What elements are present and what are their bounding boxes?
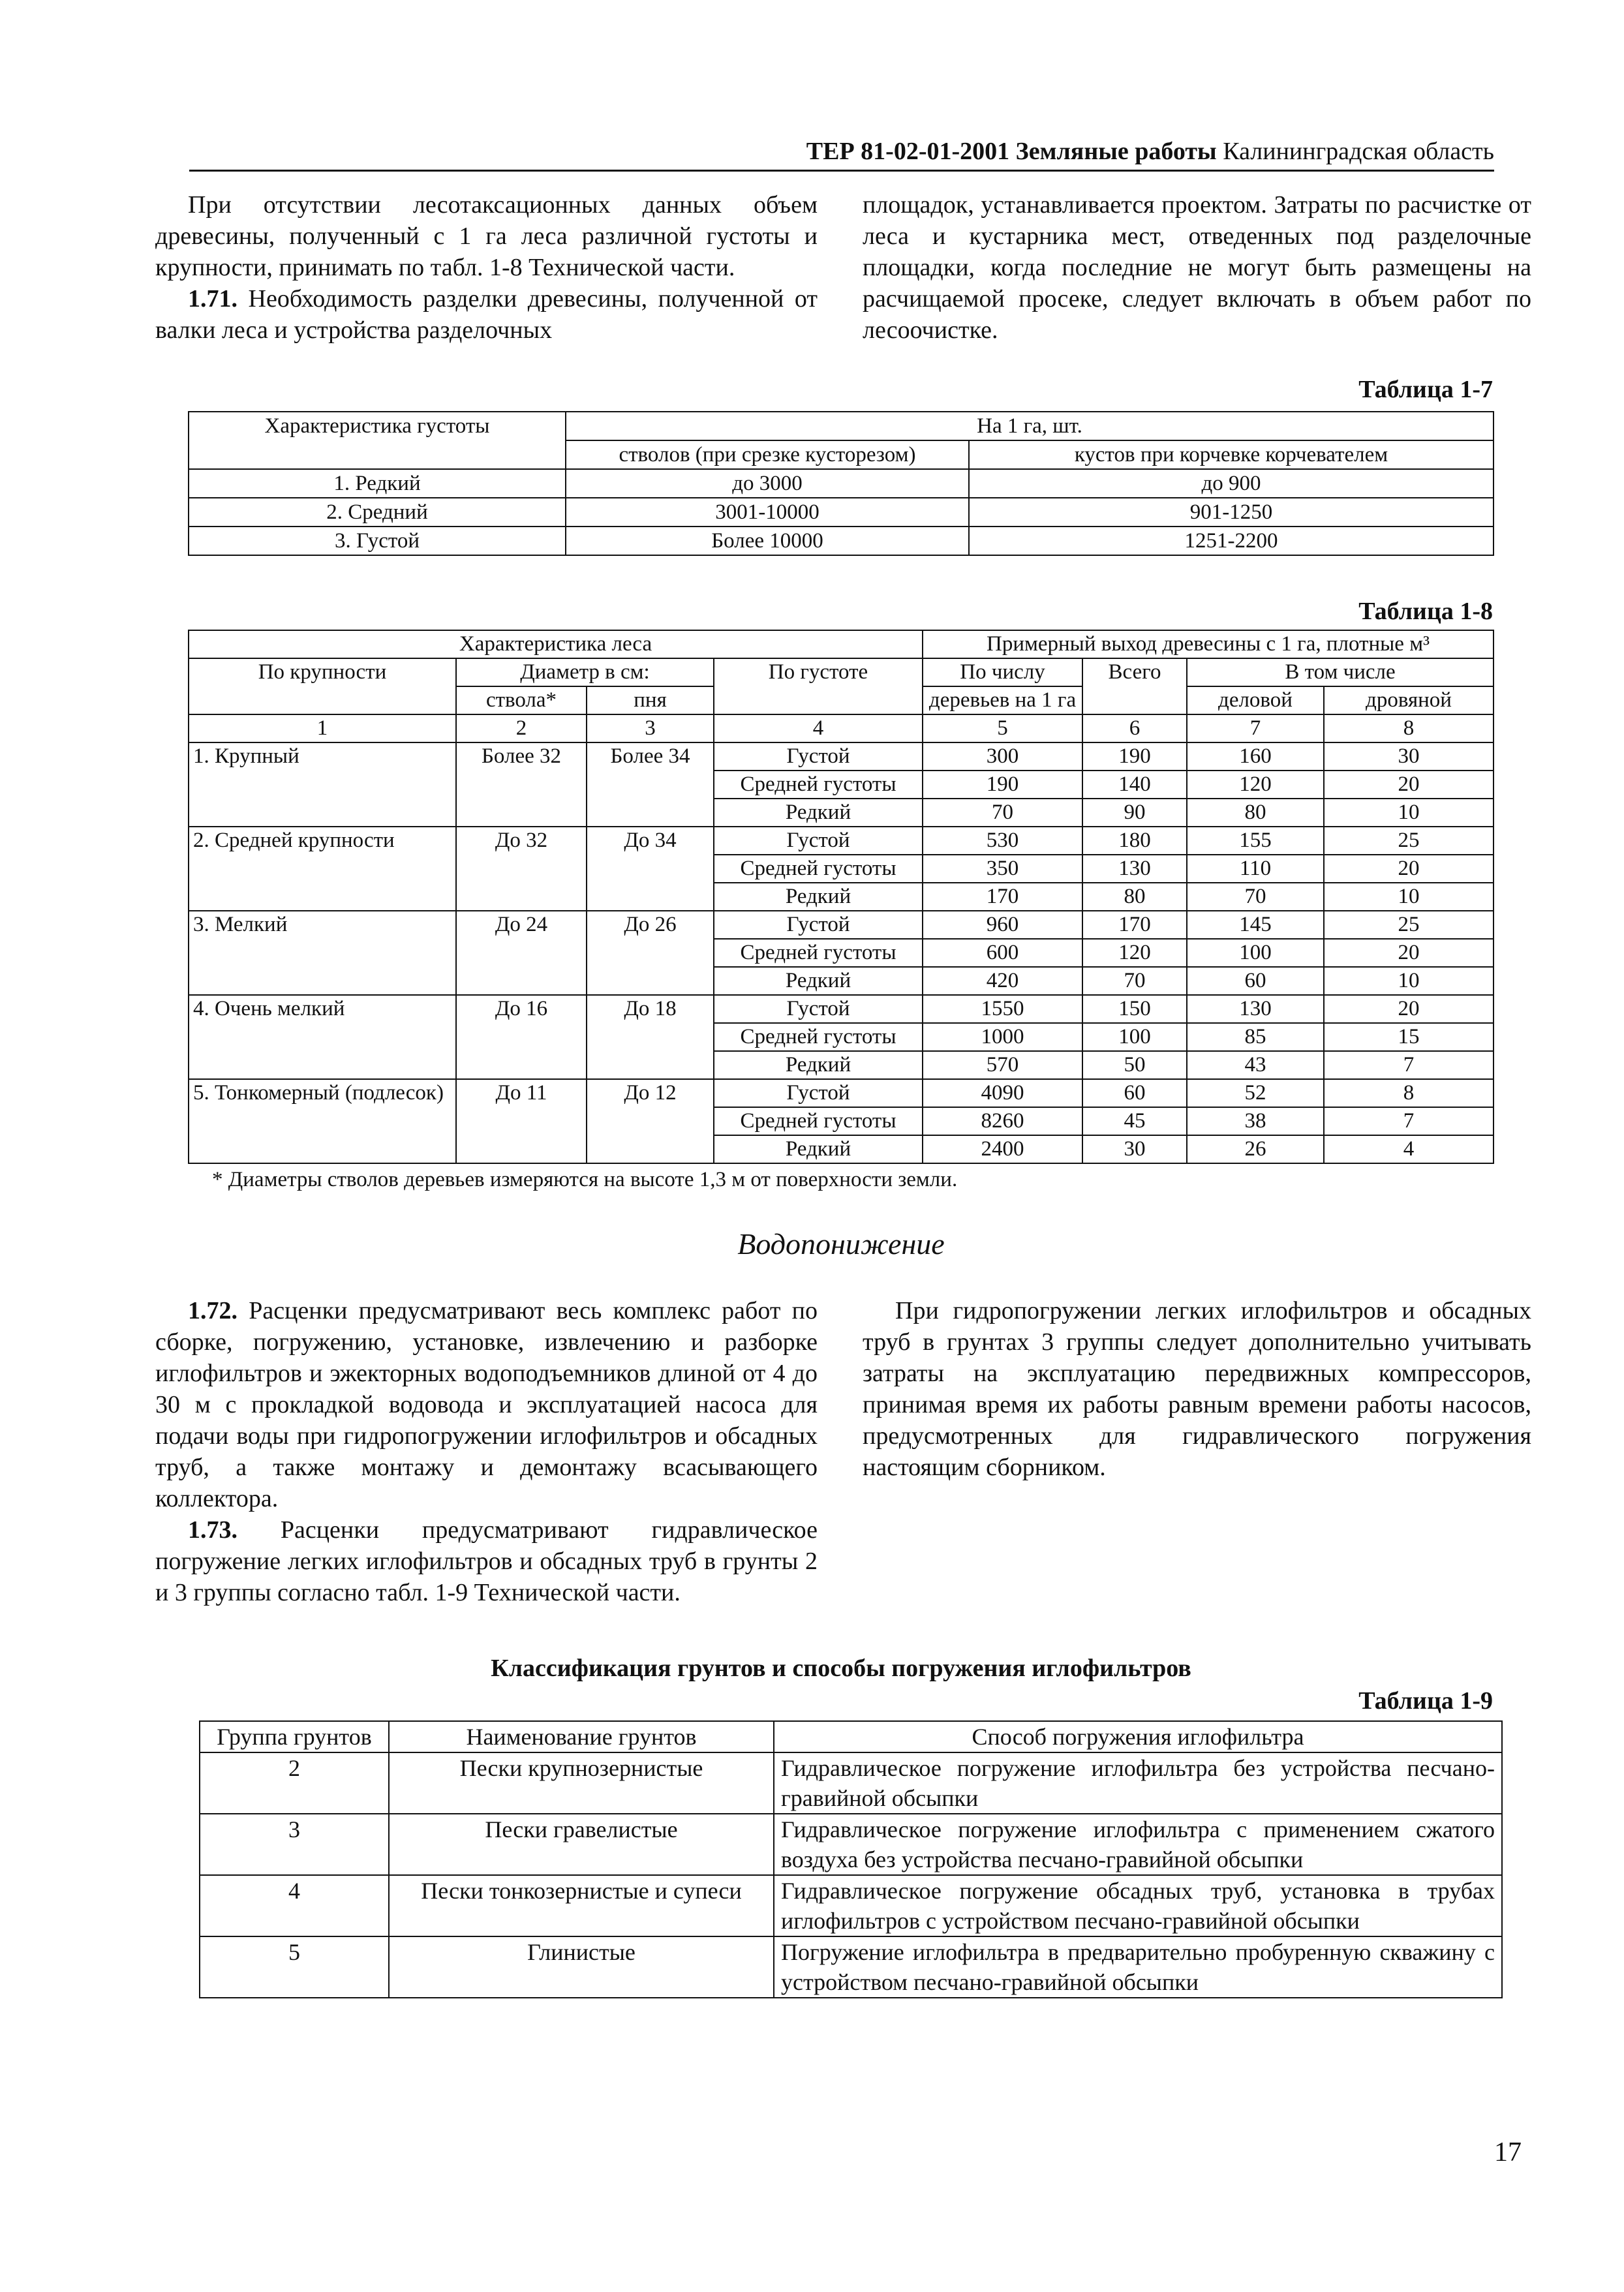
table-cell: 130 xyxy=(1082,855,1187,883)
table-cell: 2. Средней крупности xyxy=(189,827,456,911)
table-cell: До 16 xyxy=(456,995,587,1079)
table-cell: 70 xyxy=(1082,967,1187,995)
table-7 xyxy=(188,411,1494,556)
dewatering-left-column xyxy=(155,1295,818,1608)
intro-left-column xyxy=(155,189,818,346)
table-header: стволов (при срезке кусторезом) xyxy=(566,440,969,469)
table-cell: Густой xyxy=(714,827,923,855)
table-cell: 2 xyxy=(200,1752,389,1814)
table-row xyxy=(189,911,1494,939)
table-cell: 5 xyxy=(923,714,1082,742)
table-cell: 4090 xyxy=(923,1079,1082,1107)
table-cell: Пески крупнозернистые xyxy=(389,1752,774,1814)
table-cell: 50 xyxy=(1082,1051,1187,1079)
table-cell: 30 xyxy=(1324,742,1494,771)
intro-paragraph-171 xyxy=(155,283,818,346)
table-cell: 52 xyxy=(1187,1079,1324,1107)
table-cell: 25 xyxy=(1324,911,1494,939)
intro-paragraph-1: При отсутствии лесотаксационных данных объем древесины, полученный с 1 га леса различной густоты и крупности, принимать по табл. 1-8 Технической части. xyxy=(155,191,818,281)
table-cell: 1. Редкий xyxy=(189,469,566,498)
table-cell: 26 xyxy=(1187,1135,1324,1163)
table-cell: 3 xyxy=(200,1814,389,1875)
table-cell: до 900 xyxy=(969,469,1494,498)
table-cell: Средней густоты xyxy=(714,855,923,883)
table-cell: 60 xyxy=(1082,1079,1187,1107)
table-cell: До 32 xyxy=(456,827,587,911)
table-cell: Редкий xyxy=(714,967,923,995)
header-code: ТЕР 81-02-01-2001 Земляные работы xyxy=(806,138,1217,165)
table-cell: 5. Тонкомерный (подлесок) xyxy=(189,1079,456,1163)
table-header: Характеристика леса xyxy=(189,630,923,658)
table-cell: 1. Крупный xyxy=(189,742,456,827)
table-cell: 4 xyxy=(714,714,923,742)
table-header: Всего xyxy=(1082,658,1187,714)
table-row xyxy=(200,1936,1502,1998)
table-cell: 43 xyxy=(1187,1051,1324,1079)
table-header: В том числе xyxy=(1187,658,1494,686)
table-cell: Более 34 xyxy=(587,742,714,827)
table-cell: 70 xyxy=(1187,883,1324,911)
table-header: деревьев на 1 га xyxy=(923,686,1082,714)
table-header: дровяной xyxy=(1324,686,1494,714)
table-9-caption: Таблица 1-9 xyxy=(1358,1687,1493,1715)
table-cell: 3. Густой xyxy=(189,527,566,555)
table-cell: 4 xyxy=(1324,1135,1494,1163)
table-cell: Более 10000 xyxy=(566,527,969,555)
table-cell: 190 xyxy=(1082,742,1187,771)
running-header xyxy=(189,137,1494,172)
clause-text: Расценки предусматривают гидравлическое погружение легких иглофильтров и обсадных труб в грунты 2 и 3 группы согласно табл. 1-9 Технической части. xyxy=(155,1516,818,1606)
table-cell: Густой xyxy=(714,995,923,1023)
table-cell: 901-1250 xyxy=(969,498,1494,527)
table-cell: Погружение иглофильтра в предварительно пробуренную скважину с устройством песчано-гравийной обсыпки xyxy=(774,1936,1502,1998)
table-cell: 1000 xyxy=(923,1023,1082,1051)
table-cell: 2. Средний xyxy=(189,498,566,527)
table-cell: До 12 xyxy=(587,1079,714,1163)
table-header: По густоте xyxy=(714,658,923,714)
table-cell: 300 xyxy=(923,742,1082,771)
table-cell: 8260 xyxy=(923,1107,1082,1135)
table-8 xyxy=(188,630,1494,1164)
table-cell: 10 xyxy=(1324,799,1494,827)
dewatering-paragraph: При гидропогружении легких иглофильтров и обсадных труб в грунтах 3 группы следует дополнительно учитывать затраты на эксплуатацию передвижных компрессоров, принимая время их работы равным времени работы насосов, предусмотренных для гидравлического погружения настоящим сборником. xyxy=(863,1297,1531,1481)
table-cell: 7 xyxy=(1187,714,1324,742)
table-header: По крупности xyxy=(189,658,456,714)
table-cell: 3. Мелкий xyxy=(189,911,456,995)
table-cell: До 11 xyxy=(456,1079,587,1163)
table-header: Диаметр в см: xyxy=(456,658,714,686)
table-cell: 45 xyxy=(1082,1107,1187,1135)
table-cell: До 24 xyxy=(456,911,587,995)
table-cell: 20 xyxy=(1324,995,1494,1023)
table-header: Характеристика густоты xyxy=(189,412,566,469)
table-cell: Гидравлическое погружение обсадных труб, установка в трубах иглофильтров с устройством песчано-гравийной обсыпки xyxy=(774,1875,1502,1936)
table-cell: 150 xyxy=(1082,995,1187,1023)
table-cell: 85 xyxy=(1187,1023,1324,1051)
table-cell: 1 xyxy=(189,714,456,742)
table-cell: Густой xyxy=(714,742,923,771)
table-8-footnote: * Диаметры стволов деревьев измеряются на высоте 1,3 м от поверхности земли. xyxy=(212,1168,958,1191)
table-cell: Средней густоты xyxy=(714,1107,923,1135)
table-cell: 70 xyxy=(923,799,1082,827)
table-cell: Средней густоты xyxy=(714,1023,923,1051)
table-9-title: Классификация грунтов и способы погружения иглофильтров xyxy=(491,1655,1191,1682)
table-header: пня xyxy=(587,686,714,714)
table-row xyxy=(189,469,1494,498)
clause-173 xyxy=(155,1514,818,1608)
table-cell: 80 xyxy=(1187,799,1324,827)
table-cell: 180 xyxy=(1082,827,1187,855)
table-cell: 120 xyxy=(1082,939,1187,967)
table-row xyxy=(189,742,1494,771)
table-cell: 7 xyxy=(1324,1051,1494,1079)
table-cell: 1251-2200 xyxy=(969,527,1494,555)
table-cell: Более 32 xyxy=(456,742,587,827)
table-header: По числу xyxy=(923,658,1082,686)
table-cell: 2 xyxy=(456,714,587,742)
table-cell: 2400 xyxy=(923,1135,1082,1163)
table-cell: 140 xyxy=(1082,771,1187,799)
table-row xyxy=(200,1814,1502,1875)
table-cell: 530 xyxy=(923,827,1082,855)
table-row xyxy=(200,1752,1502,1814)
table-cell: 20 xyxy=(1324,855,1494,883)
table-cell: 3 xyxy=(587,714,714,742)
clause-number: 1.71. xyxy=(188,285,237,313)
table-cell: Редкий xyxy=(714,1135,923,1163)
table-cell: 600 xyxy=(923,939,1082,967)
table-9 xyxy=(199,1720,1503,1998)
table-cell: Редкий xyxy=(714,799,923,827)
table-cell: 130 xyxy=(1187,995,1324,1023)
table-header: Группа грунтов xyxy=(200,1721,389,1752)
table-cell: 38 xyxy=(1187,1107,1324,1135)
table-cell: 7 xyxy=(1324,1107,1494,1135)
table-cell: 10 xyxy=(1324,967,1494,995)
table-cell: 10 xyxy=(1324,883,1494,911)
table-cell: 20 xyxy=(1324,939,1494,967)
table-cell: 570 xyxy=(923,1051,1082,1079)
clause-text: Расценки предусматривают весь комплекс работ по сборке, погружению, установке, извлечению и разборке иглофильтров и эжекторных водоподъемников длиной от 4 до 30 м с прокладкой водовода и эксплуатацией насоса для подачи воды при гидропогружении иглофильтров и обсадных труб, а также монтажу и демонтажу всасывающего коллектора. xyxy=(155,1297,818,1512)
table-cell: До 26 xyxy=(587,911,714,995)
table-cell: 60 xyxy=(1187,967,1324,995)
table-header: деловой xyxy=(1187,686,1324,714)
table-row xyxy=(189,498,1494,527)
table-cell: 30 xyxy=(1082,1135,1187,1163)
table-row xyxy=(189,827,1494,855)
table-row xyxy=(200,1875,1502,1936)
table-cell: 100 xyxy=(1187,939,1324,967)
table-cell: 6 xyxy=(1082,714,1187,742)
table-cell: 3001-10000 xyxy=(566,498,969,527)
table-cell: Средней густоты xyxy=(714,939,923,967)
table-cell: до 3000 xyxy=(566,469,969,498)
table-cell: 960 xyxy=(923,911,1082,939)
table-cell: 155 xyxy=(1187,827,1324,855)
table-cell: 100 xyxy=(1082,1023,1187,1051)
intro-right-column xyxy=(863,189,1531,346)
column-number-row xyxy=(189,714,1494,742)
table-cell: Глинистые xyxy=(389,1936,774,1998)
table-header: На 1 га, шт. xyxy=(566,412,1494,440)
table-row xyxy=(189,995,1494,1023)
table-row xyxy=(189,1079,1494,1107)
table-cell: 20 xyxy=(1324,771,1494,799)
page-number: 17 xyxy=(1494,2137,1522,2167)
table-cell: 1550 xyxy=(923,995,1082,1023)
clause-number: 1.73. xyxy=(188,1516,237,1544)
table-cell: 90 xyxy=(1082,799,1187,827)
table-cell: 170 xyxy=(1082,911,1187,939)
table-header: ствола* xyxy=(456,686,587,714)
table-row xyxy=(189,527,1494,555)
table-cell: 5 xyxy=(200,1936,389,1998)
table-cell: Густой xyxy=(714,1079,923,1107)
section-title: Водопонижение xyxy=(737,1227,945,1261)
table-cell: 145 xyxy=(1187,911,1324,939)
table-cell: 110 xyxy=(1187,855,1324,883)
table-cell: Пески тонкозернистые и супеси xyxy=(389,1875,774,1936)
table-8-caption: Таблица 1-8 xyxy=(1358,598,1493,625)
table-cell: 170 xyxy=(923,883,1082,911)
table-cell: 8 xyxy=(1324,714,1494,742)
dewatering-right-column xyxy=(863,1295,1531,1483)
clause-172 xyxy=(155,1295,818,1514)
table-cell: 350 xyxy=(923,855,1082,883)
table-cell: Редкий xyxy=(714,883,923,911)
table-cell: Густой xyxy=(714,911,923,939)
table-cell: 420 xyxy=(923,967,1082,995)
header-region: Калининградская область xyxy=(1223,138,1494,165)
table-7-caption: Таблица 1-7 xyxy=(1358,376,1493,403)
table-cell: 4. Очень мелкий xyxy=(189,995,456,1079)
table-cell: До 34 xyxy=(587,827,714,911)
table-cell: 25 xyxy=(1324,827,1494,855)
table-cell: До 18 xyxy=(587,995,714,1079)
table-cell: Гидравлическое погружение иглофильтра без устройства песчано-гравийной обсыпки xyxy=(774,1752,1502,1814)
table-cell: 160 xyxy=(1187,742,1324,771)
table-header: Наименование грунтов xyxy=(389,1721,774,1752)
table-header: Примерный выход древесины с 1 га, плотные м³ xyxy=(923,630,1494,658)
table-header: кустов при корчевке корчевателем xyxy=(969,440,1494,469)
table-cell: 4 xyxy=(200,1875,389,1936)
table-cell: Пески гравелистые xyxy=(389,1814,774,1875)
table-cell: 190 xyxy=(923,771,1082,799)
table-cell: Гидравлическое погружение иглофильтра с применением сжатого воздуха без устройства песчано-гравийной обсыпки xyxy=(774,1814,1502,1875)
table-cell: 15 xyxy=(1324,1023,1494,1051)
table-header: Способ погружения иглофильтра xyxy=(774,1721,1502,1752)
table-cell: Редкий xyxy=(714,1051,923,1079)
table-cell: Средней густоты xyxy=(714,771,923,799)
table-cell: 80 xyxy=(1082,883,1187,911)
clause-text: Необходимость разделки древесины, полученной от валки леса и устройства разделочных xyxy=(155,285,818,344)
table-cell: 120 xyxy=(1187,771,1324,799)
clause-number: 1.72. xyxy=(188,1297,237,1324)
table-cell: 8 xyxy=(1324,1079,1494,1107)
intro-paragraph-continued: площадок, устанавливается проектом. Затраты по расчистке от леса и кустарника мест, отведенных под разделочные площадки, когда последние не могут быть размещены на расчищаемой просеке, следует включать в объем работ по лесоочистке. xyxy=(863,191,1531,344)
